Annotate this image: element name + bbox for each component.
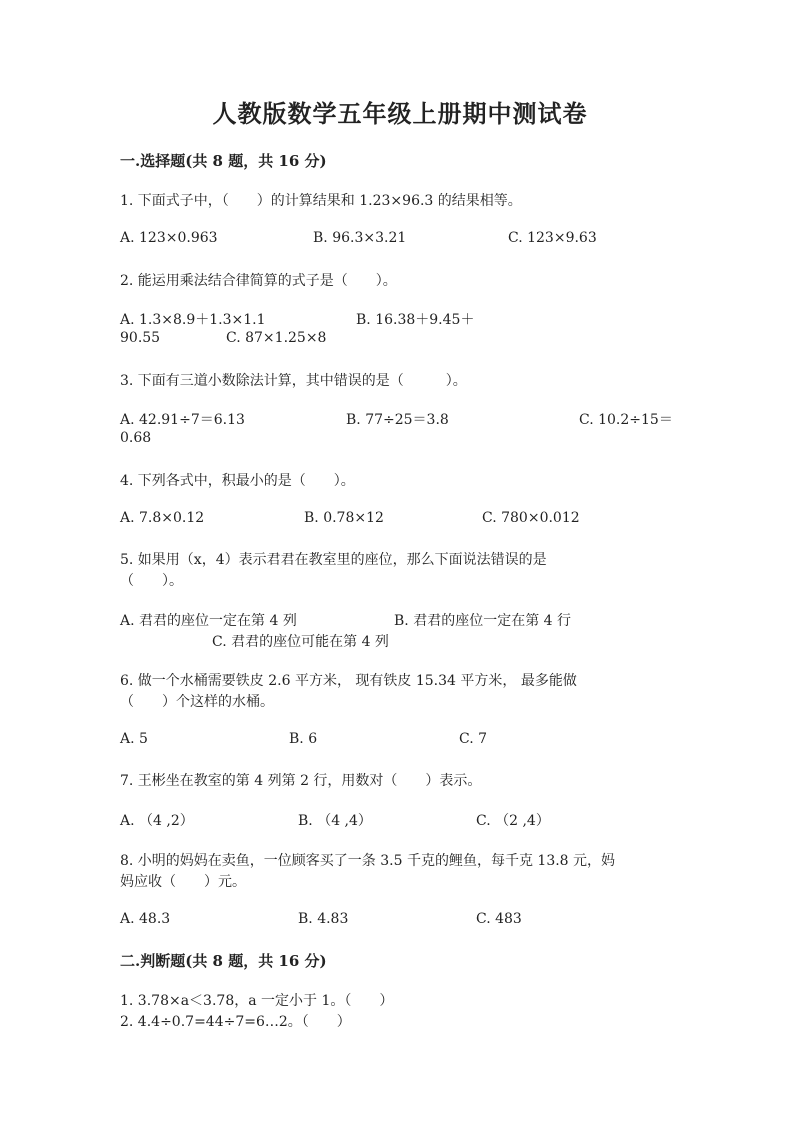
question-6-option-a: A. 5	[120, 731, 148, 747]
question-8-stem: 8. 小明的妈妈在卖鱼，一位顾客买了一条 3.5 千克的鲤鱼，每千克 13.8 元，妈	[120, 853, 616, 869]
question-7-option-b: B. （4 ,4）	[298, 813, 372, 829]
question-8-option-b: B. 4.83	[298, 911, 349, 927]
question-5-option-b: B. 君君的座位一定在第 4 行	[394, 613, 571, 629]
question-3-option-c: C. 10.2÷15＝	[579, 412, 673, 428]
page-title: 人教版数学五年级上册期中测试卷	[212, 99, 588, 128]
section-heading-choice: 一.选择题(共 8 题，共 16 分)	[120, 152, 327, 170]
question-4-option-c: C. 780×0.012	[482, 510, 580, 526]
question-4-stem: 4. 下列各式中，积最小的是（ ）。	[120, 473, 355, 489]
question-2-stem: 2. 能运用乘法结合律简算的式子是（ ）。	[120, 273, 397, 289]
question-2-option-c: C. 87×1.25×8	[226, 330, 327, 346]
question-7-option-c: C. （2 ,4）	[476, 813, 550, 829]
question-1-option-a: A. 123×0.963	[120, 230, 218, 246]
judgement-2: 2. 4.4÷0.7=44÷7=6…2。（ ）	[120, 1014, 351, 1030]
section-heading-judgement: 二.判断题(共 8 题，共 16 分)	[120, 952, 327, 970]
question-2-option-b: B. 16.38＋9.45＋	[356, 312, 475, 328]
question-3-stem: 3. 下面有三道小数除法计算，其中错误的是（ ）。	[120, 373, 467, 389]
question-7-stem: 7. 王彬坐在教室的第 4 列第 2 行，用数对（ ）表示。	[120, 773, 482, 789]
question-6-option-b: B. 6	[289, 731, 318, 747]
question-4-option-b: B. 0.78×12	[304, 510, 384, 526]
question-5-stem-continued: （ ）。	[120, 573, 183, 589]
question-3-option-a: A. 42.91÷7＝6.13	[120, 412, 245, 428]
question-5-stem: 5. 如果用（x，4）表示君君在教室里的座位，那么下面说法错误的是	[120, 552, 547, 568]
question-6-option-c: C. 7	[459, 731, 488, 747]
question-8-option-a: A. 48.3	[120, 911, 171, 927]
question-8-stem-continued: 妈应收（ ）元。	[120, 874, 246, 890]
question-3-option-c-continued: 0.68	[120, 430, 152, 446]
question-1-option-b: B. 96.3×3.21	[313, 230, 407, 246]
question-8-option-c: C. 483	[476, 911, 522, 927]
question-1-stem: 1. 下面式子中，（ ）的计算结果和 1.23×96.3 的结果相等。	[120, 193, 522, 209]
question-6-stem-continued: （ ）个这样的水桶。	[120, 694, 274, 710]
question-6-stem: 6. 做一个水桶需要铁皮 2.6 平方米， 现有铁皮 15.34 平方米， 最多能做	[120, 673, 577, 689]
question-1-option-c: C. 123×9.63	[508, 230, 597, 246]
question-7-option-a: A. （4 ,2）	[120, 813, 194, 829]
question-5-option-c: C. 君君的座位可能在第 4 列	[212, 634, 389, 650]
question-3-option-b: B. 77÷25＝3.8	[346, 412, 449, 428]
question-2-option-a: A. 1.3×8.9＋1.3×1.1	[120, 312, 266, 328]
question-5-option-a: A. 君君的座位一定在第 4 列	[120, 613, 297, 629]
judgement-1: 1. 3.78×a＜3.78，a 一定小于 1。（ ）	[120, 993, 394, 1009]
question-4-option-a: A. 7.8×0.12	[120, 510, 205, 526]
question-2-option-b-continued: 90.55	[120, 330, 161, 346]
